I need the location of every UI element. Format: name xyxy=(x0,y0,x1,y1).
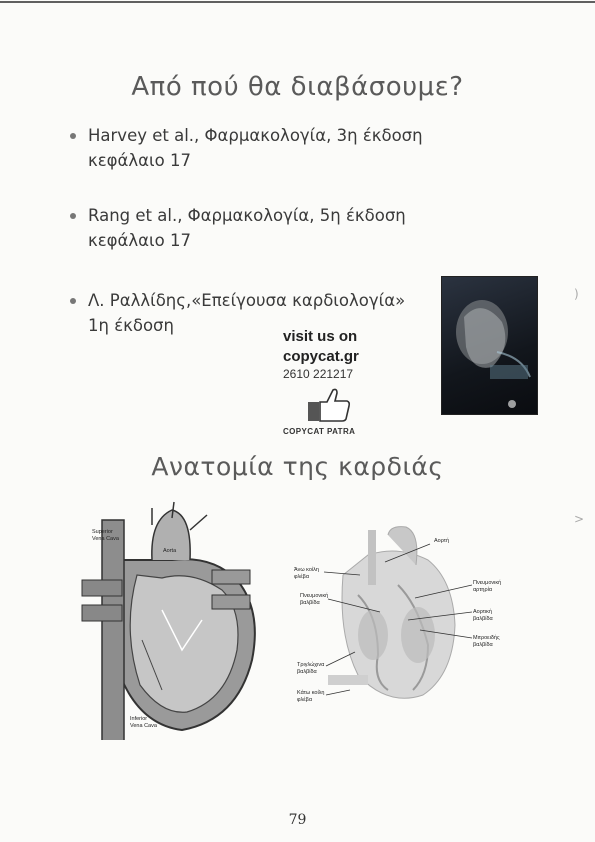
slide-title-reading: Από πού θα διαβάσουμε? xyxy=(131,72,464,102)
stamp-visit-text: visit us on xyxy=(283,328,358,345)
heart-label-aorti: Αορτή xyxy=(434,538,450,544)
book-cover-art xyxy=(442,277,537,414)
stamp-phone-text: 2610 221217 xyxy=(283,367,354,381)
copycat-stamp xyxy=(283,327,393,436)
bullet-line: κεφάλαιο 17 xyxy=(88,231,191,250)
bullet-dot-icon xyxy=(70,213,76,219)
stamp-brand-text: COPYCAT PATRA xyxy=(283,427,356,436)
heart-label-pnevmoniki-valvida: Πνευμονική βαλβίδα xyxy=(300,593,329,606)
heart-label-superior-vena-cava: Superior Vena Cava xyxy=(92,529,119,542)
thumbs-up-icon xyxy=(307,387,351,423)
bullet-line: Λ. Ραλλίδης,«Επείγουσα καρδιολογία» xyxy=(88,291,406,310)
heart-label-aortiki-valvida: Αορτική βαλβίδα xyxy=(473,609,493,622)
top-border-line xyxy=(0,1,595,3)
page-number: 79 xyxy=(288,812,307,828)
slide-title-anatomy: Ανατομία της καρδιάς xyxy=(151,452,444,481)
heart-label-aorta: Aorta xyxy=(163,548,177,554)
bullet-dot-icon xyxy=(70,298,76,304)
book-cover-image xyxy=(441,276,538,415)
bullet-line: 1η έκδοση xyxy=(88,316,174,335)
edge-mark: > xyxy=(574,512,585,526)
heart-label-ano-koili-fleva: Άνω κοίλη φλέβα xyxy=(294,567,319,580)
bullet-line: Rang et al., Φαρμακολογία, 5η έκδοση xyxy=(88,206,406,225)
bullet-line: κεφάλαιο 17 xyxy=(88,151,191,170)
edge-mark: ) xyxy=(574,287,579,301)
bullet-item xyxy=(72,203,462,253)
bullet-line: Harvey et al., Φαρμακολογία, 3η έκδοση xyxy=(88,126,423,145)
heart-label-trigloxina-valvida: Τριγλώχινα βαλβίδα xyxy=(297,662,325,675)
bullet-dot-icon xyxy=(70,133,76,139)
heart-label-inferior-vena-cava: Inferior Vena Cava xyxy=(130,716,157,729)
heart-label-leader-lines xyxy=(290,540,480,710)
heart-label-mitroeidis-valvida: Μιτροειδής βαλβίδα xyxy=(473,635,500,648)
bullet-item xyxy=(72,123,462,173)
heart-label-kato-koili-fleva: Κάτω κοίλη φλέβα xyxy=(297,690,325,703)
heart-label-pnevmoniki-artiria: Πνευμονική αρτηρία xyxy=(473,580,502,593)
stamp-site-text: copycat.gr xyxy=(283,348,359,365)
